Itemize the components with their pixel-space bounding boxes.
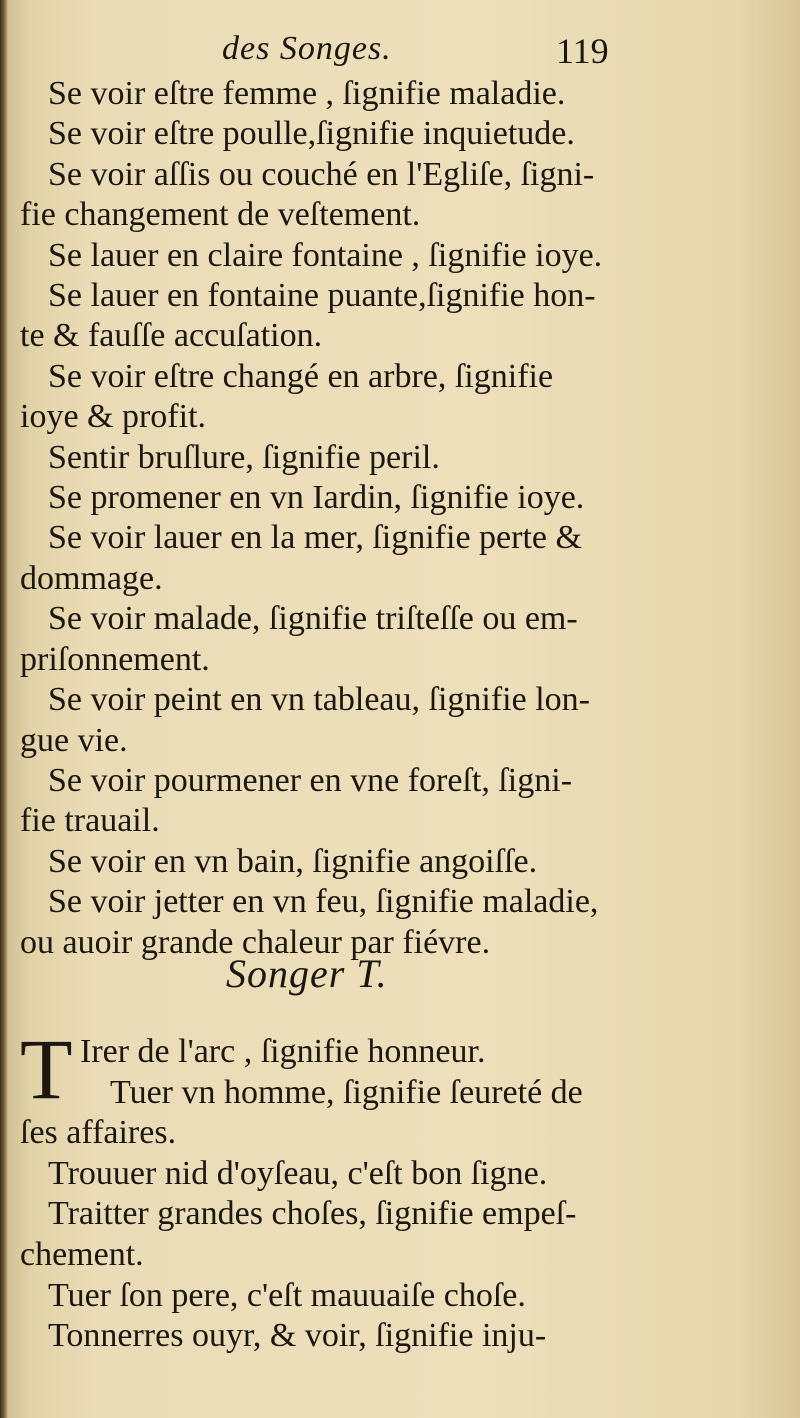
text-line: ou auoir grande chaleur par fiévre. xyxy=(20,923,491,961)
text-line: Tonnerres ouyr, & voir, ſignifie inju- xyxy=(48,1317,547,1355)
running-head: des Songes. xyxy=(222,30,392,67)
text-line: Traitter grandes choſes, ſignifie empeſ- xyxy=(48,1195,577,1233)
text-line: Se voir en vn bain, ſignifie angoiſſe. xyxy=(48,842,538,880)
text-line: Se promener en vn Iardin, ſignifie ioye. xyxy=(48,479,585,517)
text-line: Tuer vn homme, ſignifie ſeureté de xyxy=(110,1073,583,1111)
text-line: fie trauail. xyxy=(20,802,160,840)
page-header xyxy=(0,30,800,80)
page-number: 119 xyxy=(556,31,609,71)
text-line: Se lauer en claire fontaine , ſignifie ioye. xyxy=(48,236,603,274)
text-line: priſonnement. xyxy=(20,640,210,678)
text-line: Se voir eſtre changé en arbre, ſignifie xyxy=(48,357,554,395)
text-line: Se voir jetter en vn feu, ſignifie maladie, xyxy=(48,883,599,921)
text-line: gue vie. xyxy=(20,721,128,759)
text-line: Se voir lauer en la mer, ſignifie perte & xyxy=(48,519,582,557)
text-line: dommage. xyxy=(20,559,163,597)
text-line: Tuer ſon pere, c'eſt mauuaiſe choſe. xyxy=(48,1276,526,1314)
page-gutter-shadow xyxy=(0,0,8,1418)
text-line: Se voir pourmener en vne foreſt, ſigni- xyxy=(48,761,573,799)
text-line: ſes affaires. xyxy=(20,1114,177,1152)
text-line: Trouuer nid d'oyſeau, c'eſt bon ſigne. xyxy=(48,1154,548,1192)
text-line: fie changement de veſtement. xyxy=(20,196,421,234)
text-line: Se voir peint en vn tableau, ſignifie lon- xyxy=(48,681,590,719)
body-text-s xyxy=(20,74,632,963)
text-line: Se voir eſtre poulle,ſignifie inquietude. xyxy=(48,115,575,153)
section-title: Songer T. xyxy=(226,951,388,996)
body-text-t xyxy=(20,1021,632,1357)
text-line: Se lauer en fontaine puante,ſignifie hon- xyxy=(48,277,596,315)
text-line: te & fauſſe accuſation. xyxy=(20,317,323,355)
text-line: Irer de l'arc , ſignifie honneur. xyxy=(80,1033,486,1070)
text-line: Se voir eſtre femme , ſignifie maladie. xyxy=(48,75,566,112)
text-line: ioye & profit. xyxy=(20,398,207,436)
text-line: Sentir bruſlure, ſignifie peril. xyxy=(48,438,440,476)
text-line: Se voir malade, ſignifie triſteſſe ou em- xyxy=(48,600,578,638)
text-line: Se voir aſſis ou couché en l'Egliſe, ſigni- xyxy=(48,155,595,193)
drop-cap: T xyxy=(20,1021,73,1117)
text-line: chement. xyxy=(20,1235,144,1273)
